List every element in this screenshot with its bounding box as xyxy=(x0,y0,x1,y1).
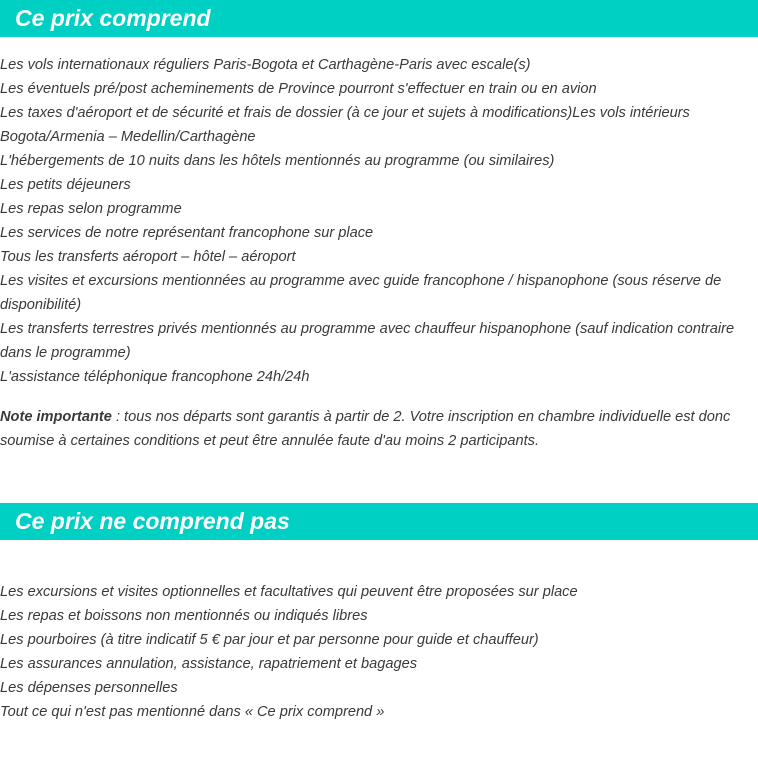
list-item: Les visites et excursions mentionnées au programme avec guide francophone / hispanophone (sous réserve de disponibilité) xyxy=(0,273,722,313)
included-list xyxy=(0,53,756,389)
excluded-list xyxy=(0,580,756,724)
list-item: Les dépenses personnelles xyxy=(0,680,178,696)
list-item: Les repas selon programme xyxy=(0,201,182,217)
note-text: : tous nos départs sont garantis à partir de 2. Votre inscription en chambre individuelle est donc soumise à certaines conditions et peut être annulée faute d'au moins 2 participants. xyxy=(0,409,731,449)
list-item: Les transferts terrestres privés mentionnés au programme avec chauffeur hispanophone (sauf indication contraire dans le programme) xyxy=(0,321,735,361)
list-item: Les petits déjeuners xyxy=(0,177,131,193)
note-label: Note importante xyxy=(0,409,112,425)
list-item: L'hébergements de 10 nuits dans les hôtels mentionnés au programme (ou similaires) xyxy=(0,153,555,169)
important-note xyxy=(0,405,740,453)
list-item: Les services de notre représentant francophone sur place xyxy=(0,225,374,241)
list-item: Tous les transferts aéroport – hôtel – aéroport xyxy=(0,249,296,265)
list-item: Les vols internationaux réguliers Paris-Bogota et Carthagène-Paris avec escale(s) xyxy=(0,57,531,73)
included-section-title: Ce prix comprend xyxy=(0,0,758,37)
list-item: Les taxes d'aéroport et de sécurité et frais de dossier (à ce jour et sujets à modifications)Les vols intérieurs Bogota/Armenia – Medellin/Carthagène xyxy=(0,105,690,145)
list-item: L'assistance téléphonique francophone 24h/24h xyxy=(0,369,310,385)
list-item: Les assurances annulation, assistance, rapatriement et bagages xyxy=(0,656,417,672)
list-item: Tout ce qui n'est pas mentionné dans « Ce prix comprend » xyxy=(0,704,385,720)
list-item: Les repas et boissons non mentionnés ou indiqués libres xyxy=(0,608,368,624)
list-item: Les excursions et visites optionnelles et facultatives qui peuvent être proposées sur place xyxy=(0,584,578,600)
list-item: Les éventuels pré/post acheminements de Province pourront s'effectuer en train ou en avion xyxy=(0,81,597,97)
excluded-section-title: Ce prix ne comprend pas xyxy=(0,503,758,540)
list-item: Les pourboires (à titre indicatif 5 € par jour et par personne pour guide et chauffeur) xyxy=(0,632,539,648)
